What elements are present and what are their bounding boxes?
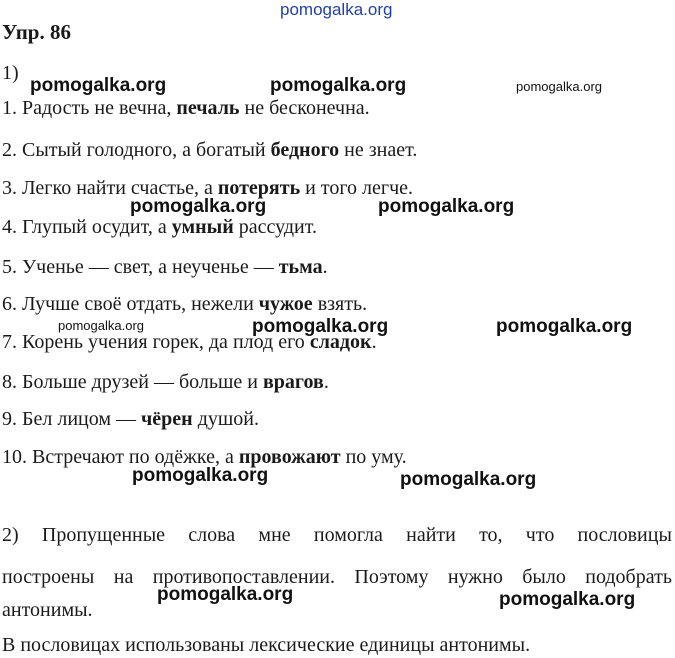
- header-watermark: pomogalka.org: [280, 0, 393, 19]
- proverb-text: не знает.: [339, 139, 418, 161]
- proverb-number: 5.: [2, 256, 22, 278]
- word: пословицы: [577, 524, 672, 546]
- proverb-text: Легко найти счастье, а: [22, 177, 218, 199]
- watermark-text: pomogalka.org: [58, 318, 144, 333]
- watermark-text: pomogalka.org: [252, 316, 389, 337]
- word: нужно: [447, 566, 503, 588]
- proverb-line: [2, 216, 317, 238]
- word: мне: [258, 524, 291, 546]
- proverb-text: душой.: [192, 408, 259, 430]
- antonym-word: тьма: [278, 256, 323, 278]
- proverb-line: [2, 256, 328, 278]
- proverb-number: 3.: [2, 177, 22, 199]
- proverb-line: [2, 97, 370, 119]
- word: 2): [2, 524, 19, 546]
- proverb-number: 4.: [2, 216, 22, 238]
- proverb-text: Ученье — свет, а неученье —: [22, 256, 279, 278]
- proverb-number: 2.: [2, 139, 22, 161]
- antonym-word: сладок: [309, 331, 372, 353]
- antonym-word: бедного: [270, 139, 340, 161]
- proverb-text: и того легче.: [300, 177, 414, 199]
- watermark-text: pomogalka.org: [499, 589, 636, 610]
- part2-line1: [2, 524, 672, 546]
- word: помогла: [313, 524, 383, 546]
- watermark-text: pomogalka.org: [378, 196, 515, 217]
- word: Поэтому: [354, 566, 429, 588]
- antonym-word: врагов: [263, 371, 324, 393]
- proverb-text: Радость не вечна,: [22, 97, 177, 119]
- proverb-text: Больше друзей — больше и: [22, 371, 263, 393]
- watermark-text: pomogalka.org: [130, 196, 267, 217]
- proverb-number: 8.: [2, 371, 22, 393]
- antonym-word: провожают: [238, 446, 341, 468]
- proverb-line: [2, 139, 417, 161]
- proverb-number: 10.: [2, 446, 32, 468]
- proverb-text: .: [322, 256, 328, 278]
- antonym-word: печаль: [176, 97, 240, 119]
- proverb-text: Встречают по одёжке, а: [32, 446, 239, 468]
- proverb-number: 9.: [2, 408, 22, 430]
- antonym-word: потерять: [217, 177, 301, 199]
- watermark-text: pomogalka.org: [157, 584, 294, 605]
- proverb-text: не бесконечна.: [239, 97, 370, 119]
- proverb-text: Корень учения горек, да плод его: [22, 331, 310, 353]
- word: Пропущенные: [41, 524, 166, 546]
- word: на: [113, 566, 134, 588]
- word: что: [525, 524, 555, 546]
- word: слова: [188, 524, 236, 546]
- part2-line2: [2, 566, 672, 588]
- proverb-text: по уму.: [340, 446, 407, 468]
- proverb-text: взять.: [312, 293, 368, 315]
- proverb-text: Лучше своё отдать, нежели: [22, 293, 259, 315]
- word: подобрать: [585, 566, 672, 588]
- word: то,: [479, 524, 503, 546]
- proverb-text: .: [323, 371, 329, 393]
- watermark-text: pomogalka.org: [30, 75, 167, 96]
- watermark-text: pomogalka.org: [496, 316, 633, 337]
- antonym-word: чёрен: [141, 408, 193, 430]
- watermark-text: pomogalka.org: [132, 465, 269, 486]
- word: было: [522, 566, 566, 588]
- word: найти: [406, 524, 456, 546]
- antonym-word: умный: [171, 216, 234, 238]
- proverb-line: [2, 293, 367, 315]
- watermark-text: pomogalka.org: [270, 75, 407, 96]
- proverb-text: Сытый голодного, а богатый: [22, 139, 271, 161]
- proverb-number: 1.: [2, 97, 22, 119]
- word: построены: [2, 566, 95, 588]
- watermark-text: pomogalka.org: [516, 79, 602, 94]
- proverb-text: рассудит.: [233, 216, 317, 238]
- watermark-text: pomogalka.org: [400, 469, 537, 490]
- proverb-text: Бел лицом —: [22, 408, 142, 430]
- proverb-line: [2, 371, 329, 393]
- proverb-number: 6.: [2, 293, 22, 315]
- proverb-number: 7.: [2, 331, 22, 353]
- exercise-title: Упр. 86: [2, 20, 71, 44]
- proverb-text: Глупый осудит, а: [22, 216, 172, 238]
- part2-line3: антонимы.: [2, 599, 93, 621]
- part1-label: 1): [2, 62, 19, 84]
- proverb-text: .: [371, 331, 377, 353]
- antonym-word: чужое: [258, 293, 313, 315]
- proverb-line: [2, 408, 259, 430]
- part2-line4: В пословицах использованы лексические единицы антонимы.: [2, 634, 531, 656]
- word: противопоставлении.: [152, 566, 336, 588]
